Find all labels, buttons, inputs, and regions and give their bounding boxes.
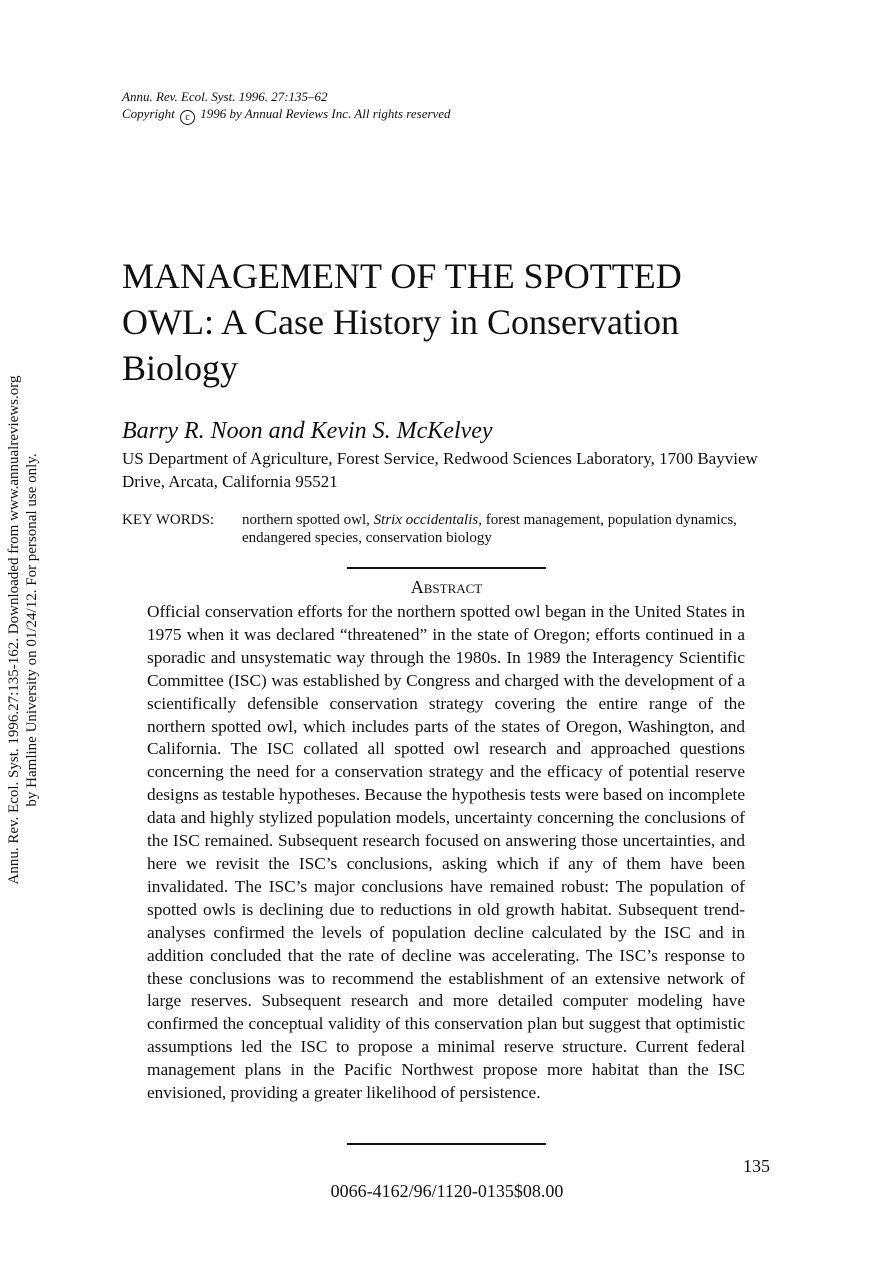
- download-notice-line-1: Annu. Rev. Ecol. Syst. 1996.27:135-162. Downloaded from www.annualreviews.org: [6, 375, 22, 885]
- abstract-bottom-rule: [347, 1143, 546, 1145]
- copyright-prefix: Copyright: [122, 106, 175, 121]
- abstract-heading: Abstract: [410, 577, 483, 597]
- journal-header: [122, 88, 451, 125]
- copyright-line: [122, 105, 451, 125]
- copyright-symbol: c: [180, 110, 195, 125]
- issn-code: 0066-4162/96/1120-0135$08.00: [330, 1181, 564, 1201]
- article-authors: Barry R. Noon and Kevin S. McKelvey: [122, 418, 493, 444]
- keywords-text-end: , forest management, population dynamics, endangered species, conservation biology: [242, 512, 737, 546]
- copyright-rest: 1996 by Annual Reviews Inc. All rights reserved: [200, 106, 451, 121]
- download-notice-text: [5, 376, 41, 885]
- keywords-label: KEY WORDS:: [122, 512, 215, 528]
- keywords-block: [122, 511, 772, 547]
- author-affiliation: US Department of Agriculture, Forest Service, Redwood Sciences Laboratory, 1700 Bayview Drive, Arcata, California 95521: [122, 449, 758, 491]
- journal-citation: Annu. Rev. Ecol. Syst. 1996. 27:135–62: [122, 89, 328, 104]
- abstract-top-rule: [347, 567, 546, 569]
- abstract-text: Official conservation efforts for the northern spotted owl began in the United States in 1975 when it was declared “threatened” in the state of Oregon; efforts continued in a sporadic and unsystematic way through the 1980s. In 1989 the Interagency Scientific Committee (ISC) was established by Congress and charged with the development of a scientifically defensible conservation strategy covering the entire range of the northern spotted owl, which includes parts of the states of Oregon, Washington, and California. The ISC collated all spotted owl research and approached questions concerning the need for a conservation strategy and the efficacy of potential reserve designs as testable hypotheses. Because the hypothesis tests were based on incomplete data and highly stylized population models, uncertainty concerning the conclusions of the ISC remained. Subsequent research focused on answering those uncertainties, and here we revisit the ISC’s conclusions, asking which if any of them have been invalidated. The ISC’s major conclusions have remained robust: The population of spotted owls is declining due to reductions in old growth habitat. Subsequent trend-analyses confirmed the levels of population decline calculated by the ISC and in addition concluded that the rate of decline was accelerating. The ISC’s response to these conclusions was to recommend the establishment of an extensive network of large reserves. Subsequent research and more detailed computer modeling have confirmed the conceptual validity of this conservation plan but suggest that optimistic assumptions led the ISC to propose a minimal reserve structure. Current federal management plans in the Pacific Northwest propose more habitat than the ISC envisioned, providing a greater likelihood of persistence.: [147, 602, 745, 1103]
- keywords-text-start: northern spotted owl,: [242, 512, 374, 528]
- download-notice-line-2: by Hamline University on 01/24/12. For personal use only.: [24, 453, 40, 807]
- keywords-list: [242, 511, 772, 547]
- article-title: MANAGEMENT OF THE SPOTTED OWL: A Case History in Conservation Biology: [122, 256, 682, 388]
- keywords-species-name: Strix occidentalis: [373, 512, 479, 528]
- page-number: 135: [743, 1156, 770, 1176]
